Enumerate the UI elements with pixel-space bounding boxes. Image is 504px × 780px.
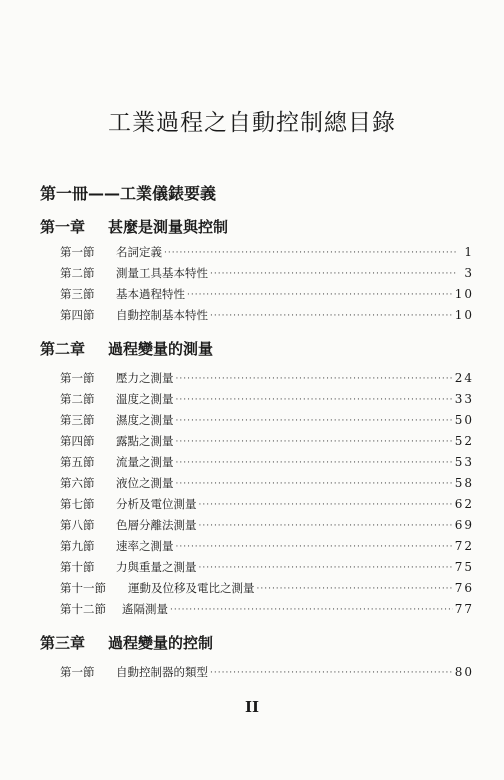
toc-entry bbox=[60, 306, 474, 324]
section-number: 第二節 bbox=[60, 392, 95, 406]
leader-dots bbox=[199, 500, 453, 510]
section-title: 測量工具基本特性 bbox=[116, 266, 208, 280]
chapter-heading bbox=[40, 216, 228, 237]
leader-dots bbox=[176, 458, 453, 468]
page-ref: 53 bbox=[454, 455, 474, 469]
section-number: 第十二節 bbox=[60, 602, 106, 616]
section-title: 流量之測量 bbox=[116, 455, 174, 469]
leader-dots bbox=[164, 248, 458, 258]
section-number: 第五節 bbox=[60, 455, 95, 469]
chapter-title: 甚麼是測量與控制 bbox=[108, 218, 229, 236]
toc-entry bbox=[60, 243, 474, 261]
section-number: 第十節 bbox=[60, 560, 95, 574]
section-title: 露點之測量 bbox=[116, 434, 174, 448]
toc-entry bbox=[60, 411, 474, 429]
toc-entry bbox=[60, 516, 474, 534]
chapter-title: 過程變量的控制 bbox=[108, 634, 214, 652]
page-ref: 75 bbox=[454, 560, 474, 574]
section-title: 液位之測量 bbox=[116, 476, 174, 490]
page-title: 工業過程之自動控制總目錄 bbox=[108, 110, 396, 136]
toc-entry bbox=[60, 453, 474, 471]
section-number: 第一節 bbox=[60, 371, 95, 385]
leader-dots bbox=[176, 395, 453, 405]
section-number: 第三節 bbox=[60, 287, 95, 301]
section-title: 名詞定義 bbox=[116, 245, 162, 259]
section-title: 基本過程特性 bbox=[116, 287, 185, 301]
toc-entry bbox=[60, 495, 474, 513]
page-ref: 3 bbox=[464, 266, 474, 280]
leader-dots bbox=[210, 311, 453, 321]
toc-entry bbox=[60, 264, 474, 282]
page-ref: 69 bbox=[454, 518, 474, 532]
toc-entry bbox=[60, 369, 474, 387]
page-ref: 62 bbox=[454, 497, 474, 511]
section-title: 運動及位移及電比之測量 bbox=[128, 581, 255, 595]
page-ref: 80 bbox=[454, 665, 474, 679]
leader-dots bbox=[170, 605, 453, 615]
section-title: 色層分離法測量 bbox=[116, 518, 197, 532]
page-ref: 77 bbox=[454, 602, 474, 616]
section-title: 溫度之測量 bbox=[116, 392, 174, 406]
section-title: 分析及電位測量 bbox=[116, 497, 197, 511]
section-title: 壓力之測量 bbox=[116, 371, 174, 385]
toc-entry bbox=[60, 558, 474, 576]
leader-dots bbox=[199, 521, 453, 531]
volume-heading: 第一冊——工業儀錶要義 bbox=[40, 184, 217, 203]
chapter-heading bbox=[40, 632, 213, 653]
section-title: 遙隔測量 bbox=[122, 602, 168, 616]
page-ref: 52 bbox=[454, 434, 474, 448]
page-number: II bbox=[244, 698, 260, 716]
section-title: 自動控制基本特性 bbox=[116, 308, 208, 322]
section-title: 速率之測量 bbox=[116, 539, 174, 553]
chapter-number: 第一章 bbox=[40, 218, 86, 236]
leader-dots bbox=[210, 668, 453, 678]
section-number: 第九節 bbox=[60, 539, 95, 553]
section-number: 第六節 bbox=[60, 476, 95, 490]
section-number: 第八節 bbox=[60, 518, 95, 532]
section-number: 第一節 bbox=[60, 245, 95, 259]
toc-entry bbox=[60, 474, 474, 492]
toc-entry bbox=[60, 432, 474, 450]
section-title: 濕度之測量 bbox=[116, 413, 174, 427]
section-number: 第七節 bbox=[60, 497, 95, 511]
page-ref: 33 bbox=[454, 392, 474, 406]
section-title: 自動控制器的類型 bbox=[116, 665, 208, 679]
leader-dots bbox=[176, 374, 453, 384]
chapter-heading bbox=[40, 338, 213, 359]
leader-dots bbox=[176, 437, 453, 447]
toc-entry bbox=[60, 537, 474, 555]
toc-entry bbox=[60, 285, 474, 303]
leader-dots bbox=[176, 479, 453, 489]
section-number: 第四節 bbox=[60, 308, 95, 322]
page-ref: 24 bbox=[454, 371, 474, 385]
leader-dots bbox=[176, 542, 453, 552]
leader-dots bbox=[199, 563, 453, 573]
page-ref: 58 bbox=[454, 476, 474, 490]
leader-dots bbox=[210, 269, 458, 279]
leader-dots bbox=[187, 290, 453, 300]
leader-dots bbox=[257, 584, 453, 594]
section-number: 第三節 bbox=[60, 413, 95, 427]
section-number: 第四節 bbox=[60, 434, 95, 448]
toc-entry bbox=[60, 600, 474, 618]
toc-entry bbox=[60, 579, 474, 597]
toc-entry bbox=[60, 663, 474, 681]
page-ref: 72 bbox=[454, 539, 474, 553]
page-ref: 10 bbox=[454, 308, 474, 322]
toc-entry bbox=[60, 390, 474, 408]
chapter-number: 第二章 bbox=[40, 340, 86, 358]
chapter-title: 過程變量的測量 bbox=[108, 340, 214, 358]
chapter-number: 第三章 bbox=[40, 634, 86, 652]
section-number: 第十一節 bbox=[60, 581, 106, 595]
section-number: 第一節 bbox=[60, 665, 95, 679]
section-title: 力與重量之測量 bbox=[116, 560, 197, 574]
page-ref: 50 bbox=[454, 413, 474, 427]
page-ref: 1 bbox=[464, 245, 474, 259]
leader-dots bbox=[176, 416, 453, 426]
section-number: 第二節 bbox=[60, 266, 95, 280]
page-ref: 10 bbox=[454, 287, 474, 301]
page-ref: 76 bbox=[454, 581, 474, 595]
